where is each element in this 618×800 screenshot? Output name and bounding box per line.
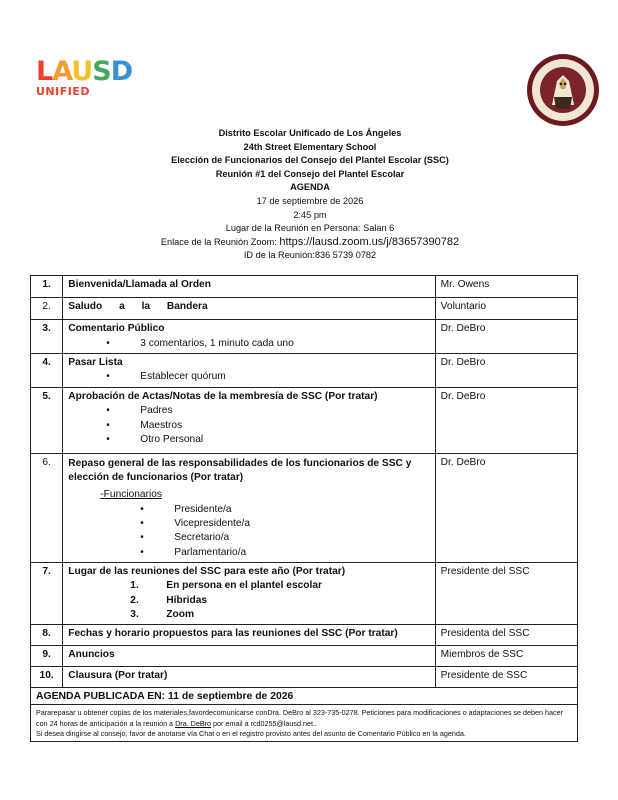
logo-letter: D	[110, 56, 133, 87]
published-date: AGENDA PUBLICADA EN: 11 de septiembre de 2026	[31, 688, 578, 705]
footer-text: Pararepasar u obtener copias de los materiales,favordecomunicarse conDra. DeBro al 323-735-0278. Peticiones para modificaciones o adaptaciones se deben hacer con 24 horas de anticipación a la reunión a	[36, 708, 563, 728]
list-item: • Secretario/a	[68, 531, 429, 545]
logo-subtitle: UNIFIED	[36, 85, 90, 98]
option-number: 1.	[130, 580, 139, 592]
lausd-logo	[36, 58, 146, 97]
table-row	[31, 705, 578, 742]
logo-letter: S	[92, 56, 111, 87]
zoom-link[interactable]: https://lausd.zoom.us/j/83657390782	[279, 235, 460, 248]
list-item	[68, 594, 429, 608]
item-number: 3.	[31, 320, 63, 354]
zoom-line	[60, 236, 560, 250]
option-text: Zoom	[166, 609, 195, 621]
item-bullets	[68, 404, 429, 447]
meeting-date: 17 de septiembre de 2026	[256, 195, 364, 206]
list-item	[68, 608, 429, 622]
meeting-id-line	[60, 249, 560, 263]
option-number: 3.	[130, 609, 139, 621]
school-name: 24th Street Elementary School	[243, 141, 377, 152]
footer-contact	[36, 708, 572, 728]
item-presenter: Voluntario	[435, 298, 577, 320]
item-presenter: Miembros de SSC	[435, 646, 577, 667]
list-item: • 3 comentarios, 1 minuto cada uno	[68, 337, 429, 351]
item-title: Bienvenida/Llamada al Orden	[63, 276, 435, 298]
school-seal	[526, 53, 600, 127]
zoom-label: Enlace de la Reunión Zoom:	[160, 236, 280, 247]
district-name: Distrito Escolar Unificado de Los Ángeles	[218, 128, 402, 138]
item-title: Lugar de las reuniones del SSC para este año (Por tratar)	[68, 566, 346, 578]
document-header	[60, 127, 560, 263]
logo-letter: U	[71, 56, 93, 87]
election-title: Elección de Funcionarios del Consejo del Plantel Escolar (SSC)	[171, 155, 449, 166]
table-row	[31, 388, 578, 454]
meeting-time: 2:45 pm	[293, 209, 327, 220]
table-row	[31, 563, 578, 625]
item-bullets	[68, 503, 429, 561]
agenda-table	[30, 275, 578, 742]
item-presenter: Presidente de SSC	[435, 667, 577, 688]
table-row	[31, 298, 578, 320]
item-options	[68, 579, 429, 622]
item-presenter: Presidenta del SSC	[435, 625, 577, 646]
table-row	[31, 688, 578, 705]
item-presenter: Dr. DeBro	[435, 454, 577, 563]
list-item	[68, 579, 429, 593]
item-title: Repaso general de las responsabilidades de los funcionarios de SSC y elección de funcionarios (Por tratar)	[68, 458, 412, 483]
table-row	[31, 276, 578, 298]
meeting-location: Lugar de la Reunión en Persona: Salan 6	[225, 223, 395, 234]
meeting-id-value: 836 5739 0782	[314, 250, 377, 261]
item-presenter: Dr. DeBro	[435, 320, 577, 354]
footer-contact-name: Dra. DeBro	[175, 718, 212, 728]
footer-notes	[31, 705, 578, 742]
item-subhead: -Funcionarios	[100, 488, 162, 500]
table-row	[31, 625, 578, 646]
agenda-heading: AGENDA	[290, 182, 330, 193]
item-number: 2.	[31, 298, 63, 320]
list-item: • Establecer quórum	[68, 370, 429, 384]
meeting-id-label: ID de la Reunión:	[243, 250, 315, 261]
item-title: Aprobación de Actas/Notas de la membresía de SSC (Por tratar)	[68, 391, 378, 403]
table-row	[31, 646, 578, 667]
item-title: Pasar Lista	[68, 357, 123, 369]
logo-letter: L	[36, 56, 53, 87]
item-number: 1.	[31, 276, 63, 298]
item-presenter: Dr. DeBro	[435, 388, 577, 454]
list-item: • Otro Personal	[68, 433, 429, 447]
logo-letter: A	[52, 56, 72, 87]
list-item: • Vicepresidente/a	[68, 517, 429, 531]
item-number: 4.	[31, 354, 63, 388]
item-number: 5.	[31, 388, 63, 454]
item-title: Clausura (Por tratar)	[63, 667, 435, 688]
option-number: 2.	[130, 594, 139, 606]
table-row	[31, 320, 578, 354]
item-bullets	[68, 337, 429, 351]
item-presenter: Mr. Owens	[435, 276, 577, 298]
table-row	[31, 454, 578, 563]
item-title: Fechas y horario propuestos para las reuniones del SSC (Por tratar)	[63, 625, 435, 646]
item-number: 7.	[31, 563, 63, 625]
table-row	[31, 354, 578, 388]
item-title: Anuncios	[63, 646, 435, 667]
item-presenter: Presidente del SSC	[435, 563, 577, 625]
table-row	[31, 667, 578, 688]
meeting-title: Reunión #1 del Consejo del Plantel Escolar	[215, 168, 405, 179]
item-number: 6.	[31, 454, 63, 563]
item-number: 9.	[31, 646, 63, 667]
item-bullets	[68, 370, 429, 384]
list-item: • Parlamentario/a	[68, 546, 429, 560]
list-item: • Maestros	[68, 419, 429, 433]
footer-chat-note: Si desea dirigirse al consejo, favor de anotarse vía Chat o en el registro provisto antes del asunto de Comentario Público en la agenda.	[36, 728, 466, 738]
footer-text: por email a rcd0255@lausd.net..	[211, 718, 317, 728]
item-number: 10.	[31, 667, 63, 688]
option-text: Híbridas	[166, 594, 208, 606]
list-item: • Padres	[68, 404, 429, 418]
option-text: En persona en el plantel escolar	[166, 580, 322, 592]
item-title: Comentario Público	[68, 323, 165, 334]
item-title: Saludo a la Bandera	[63, 298, 435, 320]
list-item: • Presidente/a	[68, 503, 429, 517]
item-presenter: Dr. DeBro	[435, 354, 577, 388]
item-number: 8.	[31, 625, 63, 646]
